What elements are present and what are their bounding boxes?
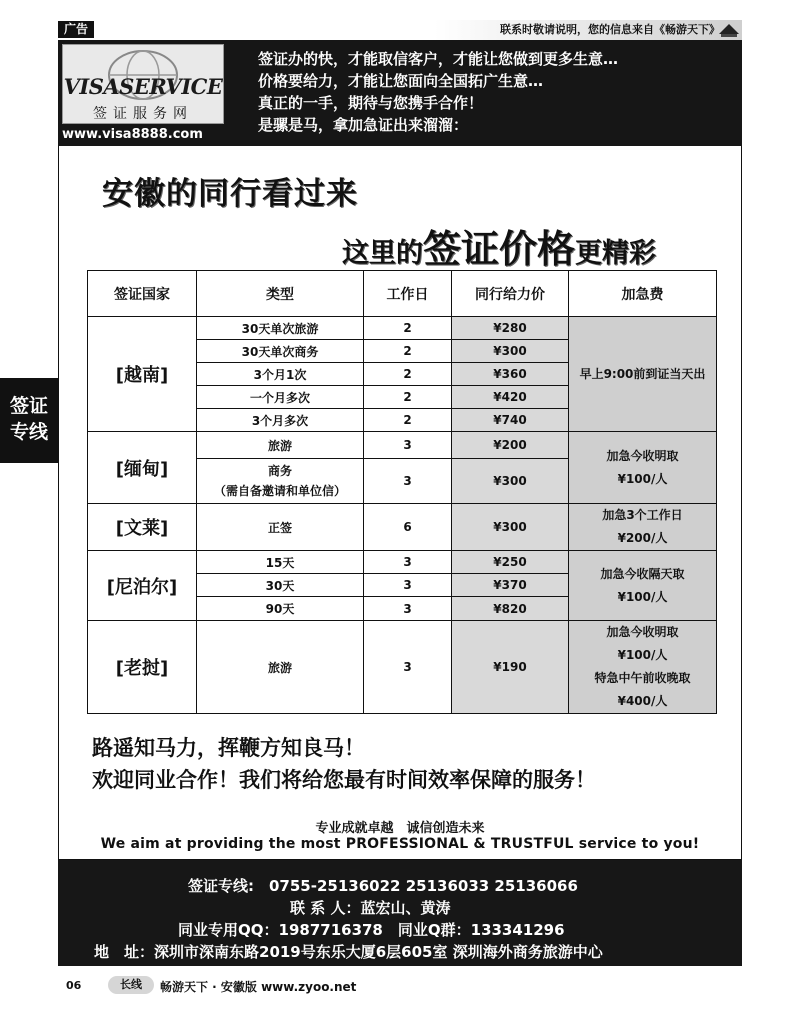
- col-header-type: 类型: [197, 271, 364, 317]
- side-tab-line1: 签证: [9, 395, 48, 417]
- slogan-line: 价格要给力，才能让您面向全国拓广生意…: [258, 72, 544, 90]
- hotline: 签证专线: 0755-25136022 25136033 25136066: [188, 877, 578, 895]
- qq-contact: 同业专用QQ：1987716378 同业Q群：133341296: [178, 921, 565, 939]
- work-days: 6: [364, 504, 452, 551]
- rush-fee-text: 加急今收明取: [606, 448, 679, 463]
- website-link[interactable]: www.visa8888.com: [62, 127, 203, 142]
- work-days: 3: [364, 574, 452, 597]
- col-header-fee: 加急费: [569, 271, 717, 317]
- work-days: 3: [364, 551, 452, 574]
- price-cell: ¥360: [452, 363, 569, 386]
- visa-price-table: [87, 270, 717, 714]
- work-days: 2: [364, 317, 452, 340]
- rush-fee-laos: [569, 621, 717, 714]
- visa-type: 30天单次旅游: [197, 317, 364, 340]
- side-tab-line2: 专线: [9, 421, 48, 443]
- country-laos: [老挝]: [88, 621, 197, 714]
- tagline: 专业成就卓越 诚信创造未来: [315, 821, 485, 836]
- contact-person: 联 系 人：蓝宏山、黄涛: [290, 899, 451, 917]
- visa-type-note: （需自备邀请和单位信）: [213, 484, 346, 498]
- price-cell: ¥300: [452, 340, 569, 363]
- contact-footer: [58, 860, 742, 966]
- headline-line2: [342, 218, 656, 273]
- price-cell: ¥200: [452, 432, 569, 459]
- slogan-line: 真正的一手，期待与您携手合作！: [258, 94, 484, 112]
- headline-prefix: 这里的: [342, 238, 423, 269]
- rush-fee-vietnam: 早上9:00前到证当天出: [569, 317, 717, 432]
- slogan-line: 签证办的快，才能取信客户，才能让您做到更多生意…: [258, 50, 619, 68]
- table-header-row: [88, 271, 717, 317]
- rush-fee-amount: ¥200/人: [617, 531, 668, 545]
- headline-emphasis: 签证价格: [423, 227, 576, 271]
- side-section-tab: [0, 378, 58, 463]
- price-cell: ¥740: [452, 409, 569, 432]
- visa-type: 3个月1次: [197, 363, 364, 386]
- price-cell: ¥250: [452, 551, 569, 574]
- rush-fee-text: 特急中午前收晚取: [594, 671, 691, 685]
- address: 地 址：深圳市深南东路2019号东乐大厦6层605室 深圳海外商务旅游中心: [94, 943, 603, 961]
- headline-line1: 安徽的同行看过来: [102, 176, 358, 212]
- english-slogan: We aim at providing the most PROFESSIONAL & TRUSTFUL service to you!: [100, 836, 700, 852]
- rush-fee-text: 加急3个工作日: [602, 508, 683, 522]
- table-row: [88, 432, 717, 459]
- visa-type: 3个月多次: [197, 409, 364, 432]
- visa-type: 正签: [197, 504, 364, 551]
- col-header-country: 签证国家: [88, 271, 197, 317]
- visa-type: 旅游: [197, 432, 364, 459]
- country-brunei: [文莱]: [88, 504, 197, 551]
- rush-fee-text: 加急今收明取: [606, 625, 679, 639]
- visa-type-main: 商务: [267, 464, 292, 478]
- price-cell: ¥370: [452, 574, 569, 597]
- country-myanmar: [缅甸]: [88, 432, 197, 504]
- section-badge: 长线: [108, 976, 154, 994]
- table-row: [88, 621, 717, 714]
- country-nepal: [尼泊尔]: [88, 551, 197, 621]
- visa-type: 30天: [197, 574, 364, 597]
- contact-notice: 联系时敬请说明，您的信息来自《畅游天下》: [500, 23, 720, 36]
- headline-suffix: 更精彩: [575, 238, 657, 269]
- work-days: 2: [364, 409, 452, 432]
- page-number: 06: [66, 979, 82, 992]
- rush-fee-amount: ¥100/人: [617, 471, 668, 486]
- table-row: [88, 504, 717, 551]
- work-days: 2: [364, 340, 452, 363]
- price-cell: ¥300: [452, 504, 569, 551]
- work-days: 3: [364, 597, 452, 621]
- price-cell: ¥280: [452, 317, 569, 340]
- work-days: 3: [364, 432, 452, 459]
- visa-type: 一个月多次: [197, 386, 364, 409]
- price-cell: ¥820: [452, 597, 569, 621]
- ad-label: 广告: [58, 21, 94, 38]
- rush-fee-text: 加急今收隔天取: [600, 566, 685, 581]
- price-cell: ¥190: [452, 621, 569, 714]
- visa-type: 90天: [197, 597, 364, 621]
- col-header-days: 工作日: [364, 271, 452, 317]
- visa-type: [197, 459, 364, 504]
- table-row: [88, 551, 717, 574]
- rush-fee-amount: ¥100/人: [617, 648, 668, 662]
- slogan-line: 是骡是马，拿加急证出来溜溜：: [258, 116, 469, 134]
- logo-subtitle: 签证服务网: [93, 106, 193, 122]
- visa-type: 30天单次商务: [197, 340, 364, 363]
- rush-fee-brunei: [569, 504, 717, 551]
- work-days: 2: [364, 363, 452, 386]
- motto-line1: 路遥知马力，挥鞭方知良马！: [92, 735, 365, 760]
- table-row: [88, 317, 717, 340]
- publication-name: 畅游天下 · 安徽版 www.zyoo.net: [160, 980, 357, 994]
- rush-fee-amount: ¥400/人: [617, 694, 668, 708]
- publication-logo-icon: [716, 20, 742, 40]
- rush-fee-amount: ¥100/人: [617, 589, 668, 604]
- visa-type: 15天: [197, 551, 364, 574]
- col-header-price: 同行给力价: [452, 271, 569, 317]
- work-days: 3: [364, 621, 452, 714]
- country-vietnam: [越南]: [88, 317, 197, 432]
- rush-fee-myanmar: [569, 432, 717, 504]
- work-days: 3: [364, 459, 452, 504]
- visa-type: 旅游: [197, 621, 364, 714]
- slogan-block: [258, 48, 738, 136]
- price-cell: ¥300: [452, 459, 569, 504]
- work-days: 2: [364, 386, 452, 409]
- price-cell: ¥420: [452, 386, 569, 409]
- rush-fee-nepal: [569, 551, 717, 621]
- motto-line2: 欢迎同业合作！我们将给您最有时间效率保障的服务！: [92, 767, 596, 792]
- logo-text: VISASERVICE: [63, 74, 223, 99]
